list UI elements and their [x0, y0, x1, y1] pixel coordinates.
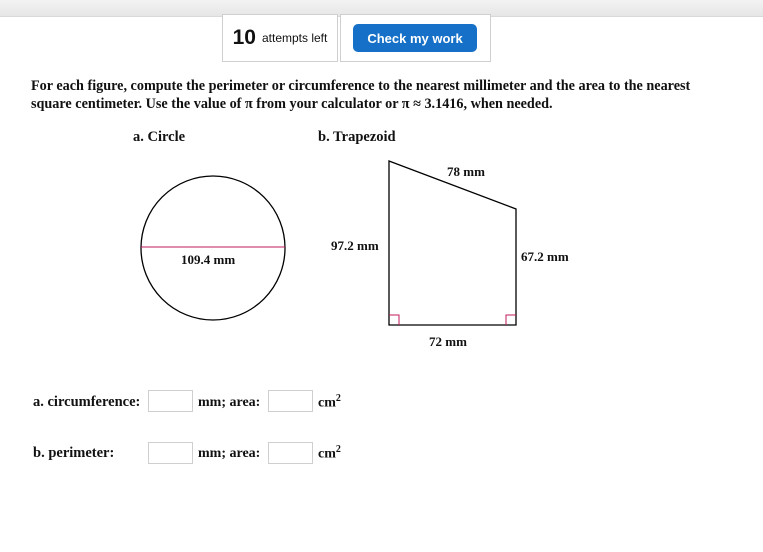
circumference-label: a. circumference: [33, 394, 141, 410]
right-angle-marker-right [506, 315, 516, 325]
trapezoid-area-unit [318, 444, 341, 463]
perimeter-unit: mm; area: [198, 446, 261, 461]
right-angle-marker-left [389, 315, 399, 325]
circle-area-unit [318, 393, 341, 412]
trapezoid-area-unit-exponent: 2 [335, 444, 341, 455]
trapezoid-area-unit-text: cm [318, 446, 336, 462]
perimeter-label: b. perimeter: [33, 445, 115, 461]
trapezoid-right-label: 67.2 mm [521, 249, 569, 264]
perimeter-input[interactable] [148, 442, 193, 464]
circle-figure-label: a. Circle [133, 129, 186, 145]
trapezoid-top-label: 78 mm [447, 164, 485, 179]
circle-area-unit-exponent: 2 [335, 393, 341, 404]
circle-shape [141, 176, 285, 320]
check-my-work-button[interactable]: Check my work [353, 24, 477, 52]
trapezoid-shape [389, 161, 516, 325]
circle-diameter-label: 109.4 mm [181, 252, 236, 267]
trapezoid-figure-label: b. Trapezoid [318, 129, 396, 145]
trapezoid-bottom-label: 72 mm [429, 334, 467, 349]
attempts-label: attempts left [261, 31, 328, 45]
instructions-text: For each figure, compute the perimeter or circumference to the nearest millimeter and the area to the nearest square centimeter. Use the value of π from your calculator or π ≈ 3.1416, when needed. [31, 78, 691, 112]
attempts-count: 10 [232, 26, 256, 49]
circle-area-unit-text: cm [318, 395, 336, 411]
circumference-unit: mm; area: [198, 395, 261, 410]
circle-area-input[interactable] [268, 390, 313, 412]
trapezoid-left-label: 97.2 mm [331, 238, 379, 253]
circumference-input[interactable] [148, 390, 193, 412]
trapezoid-area-input[interactable] [268, 442, 313, 464]
